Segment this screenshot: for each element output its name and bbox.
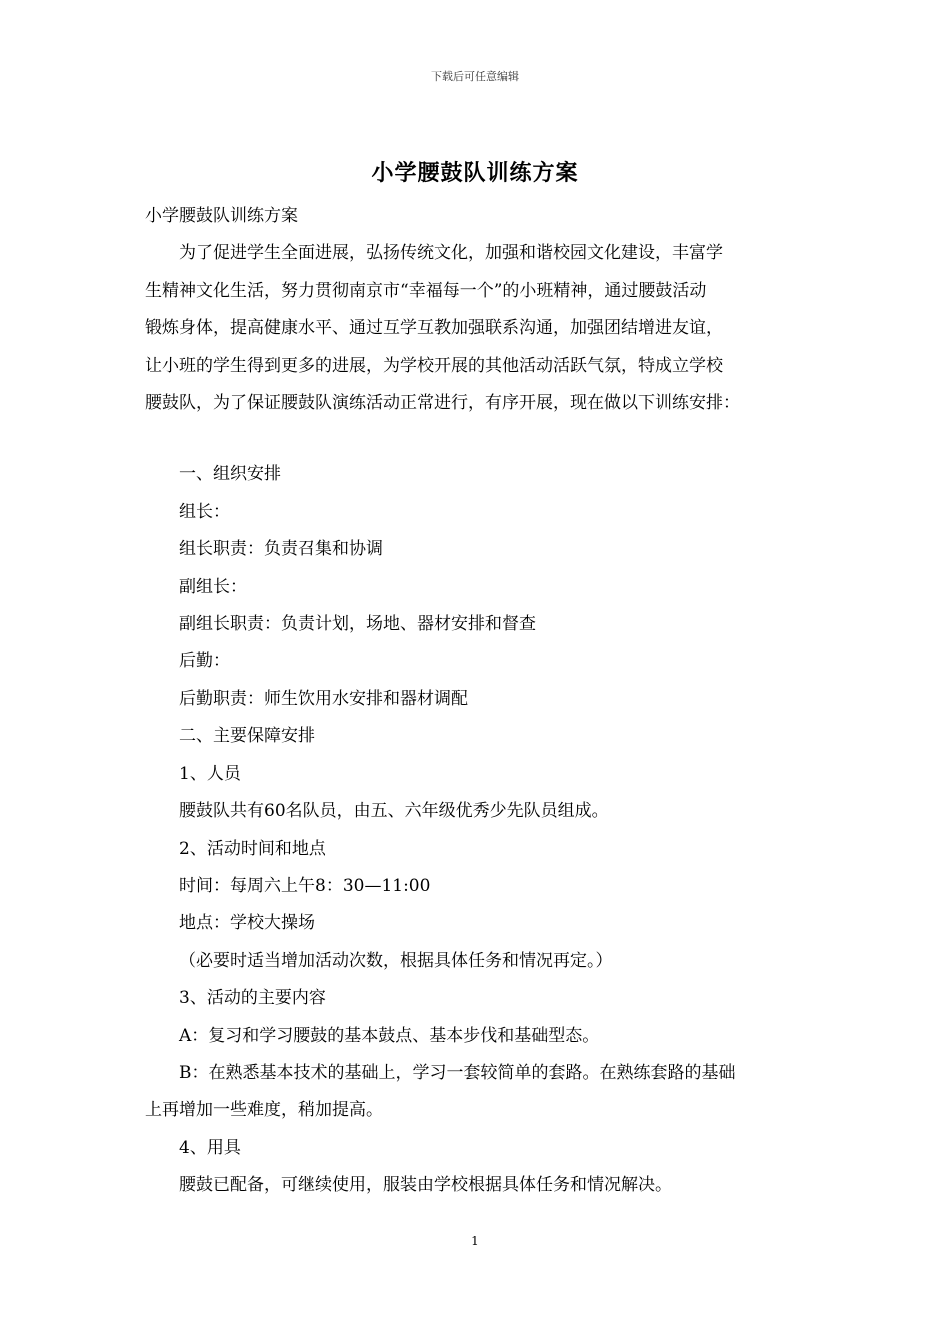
activity-note: （必要时适当增加活动次数，根据具体任务和情况再定。）: [179, 950, 613, 971]
section1-heading: 一、组织安排: [179, 464, 281, 485]
personnel-heading: 1、人员: [179, 763, 241, 784]
page-header-note: 下载后可任意编辑: [431, 70, 519, 83]
intro-line-1: 为了促进学生全面进展，弘扬传统文化，加强和谐校园文化建设，丰富学: [179, 243, 723, 264]
content-heading: 3、活动的主要内容: [179, 988, 326, 1009]
section1-item: 副组长职责：负责计划，场地、器材安排和督查: [179, 614, 536, 635]
intro-line-4: 让小班的学生得到更多的进展，为学校开展的其他活动活跃气氛，特成立学校: [145, 355, 723, 376]
content-item-b-line2: 上再增加一些难度，稍加提高。: [145, 1100, 383, 1121]
activity-place: 地点：学校大操场: [179, 913, 315, 934]
intro-line-5: 腰鼓队，为了保证腰鼓队演练活动正常进行，有序开展，现在做以下训练安排：: [145, 393, 740, 414]
section1-item: 后勤：: [179, 651, 230, 672]
equipment-text: 腰鼓已配备，可继续使用，服装由学校根据具体任务和情况解决。: [179, 1175, 672, 1196]
equipment-heading: 4、用具: [179, 1137, 241, 1158]
section1-item: 组长职责：负责召集和协调: [179, 539, 383, 560]
document-body: [145, 198, 810, 1205]
intro-line-3: 锻炼身体，提高健康水平、通过互学互教加强联系沟通，加强团结增进友谊，: [145, 318, 723, 339]
subtitle-line: 小学腰鼓队训练方案: [145, 206, 298, 226]
time-place-heading: 2、活动时间和地点: [179, 838, 326, 859]
intro-line-2: 生精神文化生活，努力贯彻南京市“幸福每一个”的小班精神，通过腰鼓活动: [145, 280, 707, 301]
section1-item: 组长：: [179, 501, 230, 522]
activity-time: 时间：每周六上午8：30—11:00: [179, 875, 431, 896]
personnel-text: 腰鼓队共有60名队员，由五、六年级优秀少先队员组成。: [179, 801, 609, 822]
document-title: 小学腰鼓队训练方案: [371, 160, 579, 186]
section1-item: 后勤职责：师生饮用水安排和器材调配: [179, 688, 468, 709]
content-item-a: A：复习和学习腰鼓的基本鼓点、基本步伐和基础型态。: [179, 1025, 600, 1046]
section1-item: 副组长：: [179, 576, 247, 597]
page-number: 1: [471, 1234, 479, 1248]
section2-heading: 二、主要保障安排: [179, 726, 315, 747]
content-item-b-line1: B：在熟悉基本技术的基础上，学习一套较简单的套路。在熟练套路的基础: [179, 1062, 736, 1083]
